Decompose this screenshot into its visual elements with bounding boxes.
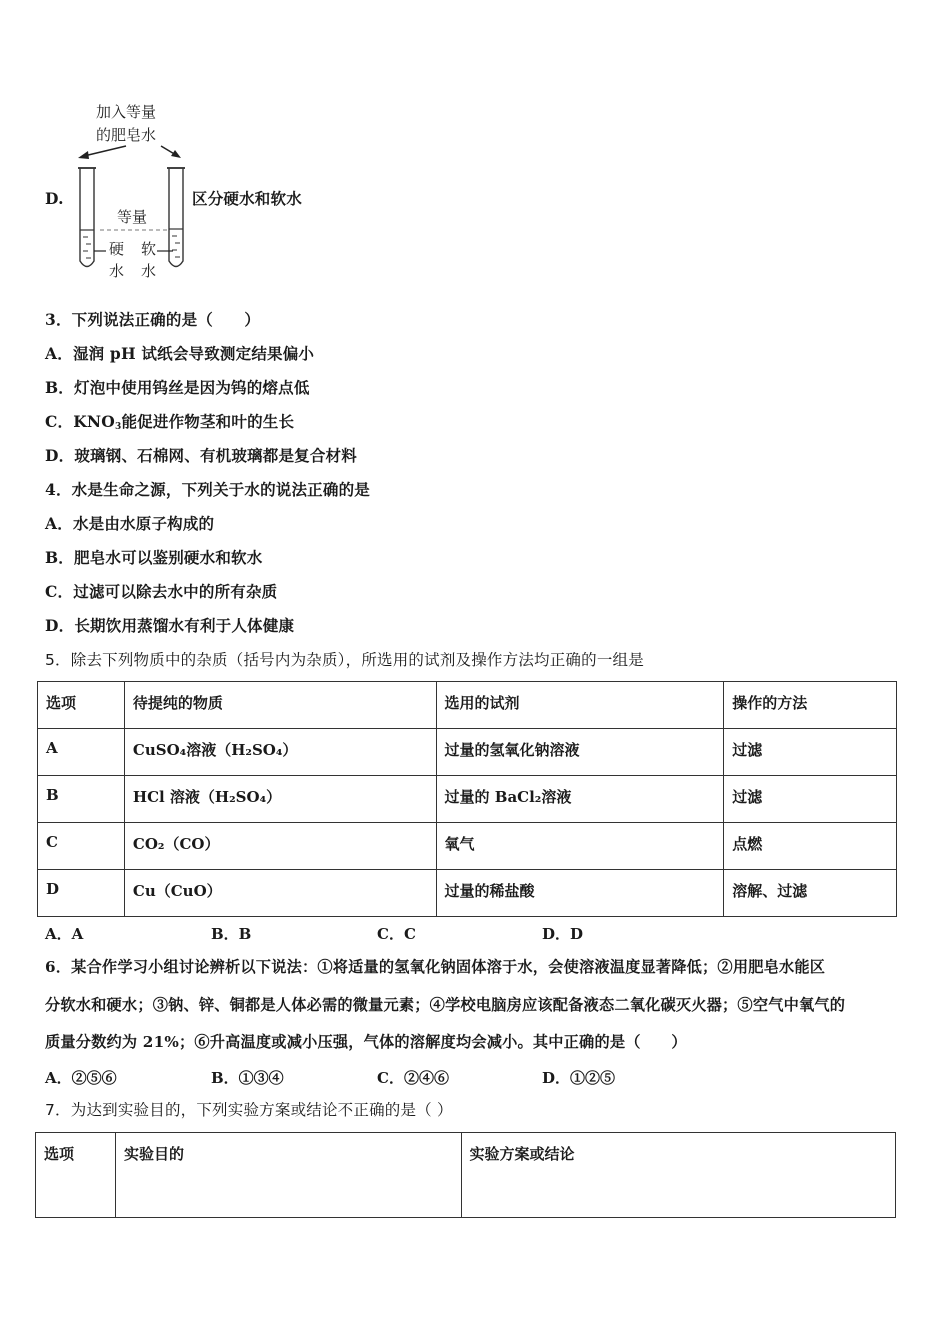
header-cell: 实验方案或结论 xyxy=(461,1133,896,1218)
option-text: 过滤可以除去水中的所有杂质 xyxy=(73,582,278,601)
option-text: 肥皂水可以鉴别硬水和软水 xyxy=(74,548,263,567)
q6-choice-a: A．②⑤⑥ xyxy=(45,1069,117,1087)
q2-option-d-label: D. xyxy=(45,189,64,208)
method-cell: 溶解、过滤 xyxy=(724,870,897,917)
header-cell: 选用的试剂 xyxy=(436,682,724,729)
q6-choice-b: B．①③④ xyxy=(211,1069,284,1087)
method-cell: 过滤 xyxy=(724,776,897,823)
q3-option-d xyxy=(45,446,357,466)
option-label: A． xyxy=(45,344,73,363)
header-cell: 选项 xyxy=(38,682,125,729)
q6-choice-d: D．①②⑤ xyxy=(542,1069,616,1087)
option-cell: A xyxy=(38,729,125,776)
method-cell: 点燃 xyxy=(724,823,897,870)
table-header-row xyxy=(36,1133,896,1218)
q5-choice-d: D．D xyxy=(542,925,584,943)
hard-water-label-1: 硬 xyxy=(109,240,125,258)
q7-table xyxy=(35,1132,896,1218)
formula: KNO xyxy=(73,412,115,431)
option-text: 灯泡中使用钨丝是因为钨的熔点低 xyxy=(74,378,310,397)
q5-table xyxy=(37,681,897,917)
q5-choice-a: A．A xyxy=(45,925,84,943)
table-header-row xyxy=(38,682,897,729)
option-label: D． xyxy=(45,446,75,465)
option-cell: D xyxy=(38,870,125,917)
q5-stem: 5．除去下列物质中的杂质（括号内为杂质），所选用的试剂及操作方法均正确的一组是 xyxy=(45,651,644,669)
q4-option-c xyxy=(45,582,277,602)
q3-option-c xyxy=(45,412,294,432)
header-cell: 操作的方法 xyxy=(724,682,897,729)
method-cell: 过滤 xyxy=(724,729,897,776)
soft-water-label-1: 软 xyxy=(141,240,157,258)
q2-option-d-text: 区分硬水和软水 xyxy=(192,189,302,208)
q4-option-b xyxy=(45,548,262,568)
diagram-equal-label: 等量 xyxy=(117,208,148,226)
option-text: 长期饮用蒸馏水有利于人体健康 xyxy=(74,616,295,635)
reagent-cell: 氧气 xyxy=(436,823,724,870)
table-row xyxy=(38,870,897,917)
option-text: 水是由水原子构成的 xyxy=(72,514,215,533)
reagent-cell: 过量的氢氧化钠溶液 xyxy=(436,729,724,776)
option-label: B． xyxy=(45,378,75,397)
option-label: D． xyxy=(45,616,75,635)
q6-line-3: 质量分数约为 21%；⑥升高温度或减小压强，气体的溶解度均会减小。其中正确的是（ ） xyxy=(45,1033,687,1051)
q6-line-1: 6．某合作学习小组讨论辨析以下说法：①将适量的氢氧化钠固体溶于水，会使溶液温度显著降低；②用肥皂水能区 xyxy=(45,958,826,976)
q7-stem: 7．为达到实验目的，下列实验方案或结论不正确的是（ ） xyxy=(45,1101,453,1119)
soft-water-label-2: 水 xyxy=(141,262,157,280)
option-label: C． xyxy=(45,412,74,431)
table-row xyxy=(38,776,897,823)
reagent-cell: 过量的 BaCl₂溶液 xyxy=(436,776,724,823)
hard-water-label-2: 水 xyxy=(109,262,125,280)
header-cell: 选项 xyxy=(36,1133,116,1218)
reagent-cell: 过量的稀盐酸 xyxy=(436,870,724,917)
q6-choice-c: C．②④⑥ xyxy=(377,1069,449,1087)
option-label: B． xyxy=(45,548,75,567)
substance-cell: Cu（CuO） xyxy=(124,870,436,917)
diagram-top-label: 加入等量 xyxy=(96,103,157,121)
header-cell: 实验目的 xyxy=(115,1133,461,1218)
substance-cell: HCl 溶液（H₂SO₄） xyxy=(124,776,436,823)
q3-stem: 3．下列说法正确的是（ ） xyxy=(45,310,261,329)
header-cell: 待提纯的物质 xyxy=(124,682,436,729)
table-row xyxy=(38,729,897,776)
option-text: 湿润 pH 试纸会导致测定结果偏小 xyxy=(72,344,315,363)
q3-option-a xyxy=(45,344,314,364)
option-cell: C xyxy=(38,823,125,870)
substance-cell: CO₂（CO） xyxy=(124,823,436,870)
table-row xyxy=(38,823,897,870)
option-text: 玻璃钢、石棉网、有机玻璃都是复合材料 xyxy=(74,446,357,465)
diagram-top-label-2: 的肥皂水 xyxy=(96,126,157,144)
substance-cell: CuSO₄溶液（H₂SO₄） xyxy=(124,729,436,776)
q6-line-2: 分软水和硬水；③钠、锌、铜都是人体必需的微量元素；④学校电脑房应该配备液态二氧化碳灭火器；⑤空气中氧气的 xyxy=(45,996,846,1014)
q3-option-b xyxy=(45,378,310,398)
q5-choice-b: B．B xyxy=(211,925,252,943)
q4-stem: 4．水是生命之源，下列关于水的说法正确的是 xyxy=(45,480,370,499)
q4-option-a xyxy=(45,514,214,534)
option-label: C． xyxy=(45,582,74,601)
option-text: 能促进作物茎和叶的生长 xyxy=(121,412,295,431)
option-label: A． xyxy=(45,514,73,533)
q5-choice-c: C．C xyxy=(377,925,416,943)
option-cell: B xyxy=(38,776,125,823)
q4-option-d xyxy=(45,616,294,636)
formula-subscript: 3 xyxy=(115,422,122,432)
